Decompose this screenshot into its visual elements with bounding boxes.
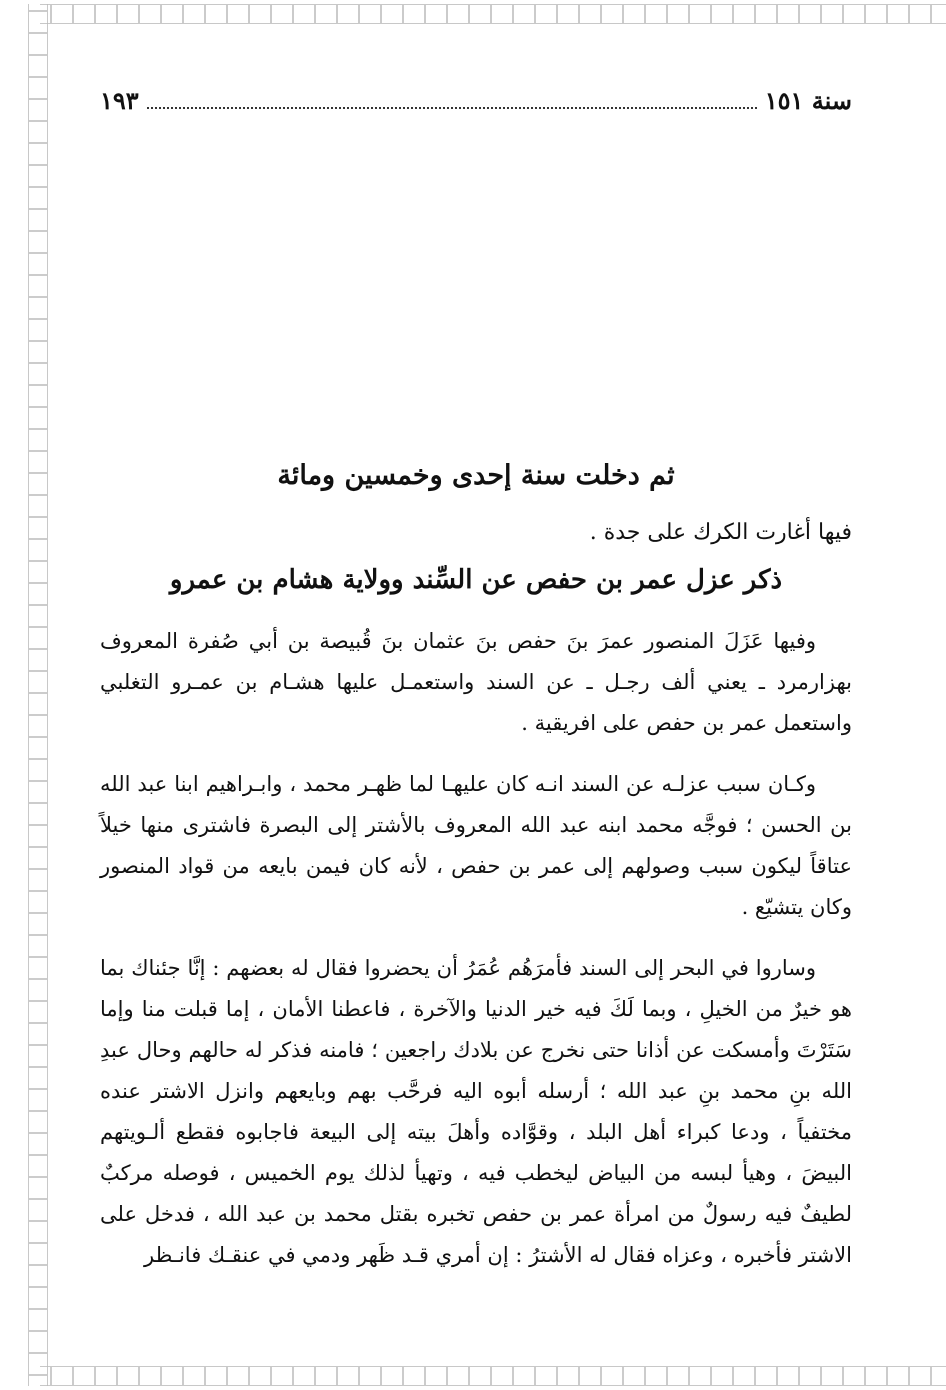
running-header xyxy=(100,86,852,120)
paragraph-2: وكـان سبب عزلـه عن السند انـه كان عليهـا لما ظهـر محمد ، وابـراهيم ابنا عبد الله بن الحسن ؛ فوجَّه محمد ابنه عبد الله المعروف بالأشتر إلى البصرة فاشترى منها خيلاً عتاقاً ليكون سبب وصولهم إلى عمر بن حفص ، لأنه كان فيمن بايعه من قواد المنصور وكان يتشيّع . xyxy=(100,772,852,919)
section-title: ذكر عزل عمر بن حفص عن السِّند وولاية هشام بن عمرو xyxy=(169,565,783,595)
decorative-border-bottom xyxy=(40,1366,946,1386)
header-page-number: ١٩٣ xyxy=(100,86,139,115)
header-year-label: سنة ١٥١ xyxy=(764,86,852,115)
year-event-line: فيها أغارت الكرك على جدة . xyxy=(589,520,852,545)
page-body xyxy=(100,455,852,1296)
year-title: ثم دخلت سنة إحدى وخمسين ومائة xyxy=(277,460,675,491)
decorative-border-left xyxy=(28,4,48,1386)
header-dot-leader xyxy=(147,93,757,109)
paragraph-3: وساروا في البحر إلى السند فأمرَهُم عُمَرُ أن يحضروا فقال له بعضهم : إنَّا جئناك بما هو خيرٌ من الخيلِ ، وبما لَكَ فيه خير الدنيا والآخرة ، فاعطنا الأمان ، إما قبلت منا وإما سَتَرْتَ وأمسكت عن أذانا حتى نخرج عن بلادك راجعين ؛ فامنه فذكر له حالهم وحال عبدِ الله بنِ محمد بنِ عبد الله ؛ أرسله أبوه اليه فرحَّب بهم وبايعهم وانزل الاشتر عنده مختفياً ، ودعا كبراء أهل البلد ، وقوَّاده وأهلَ بيته إلى البيعة فاجابوه فقطع ألـويتهم البيضَ ، وهيأ لبسه من البياض ليخطب فيه ، وتهيأ لذلك يوم الخميس ، فوصله مركبٌ لطيفٌ فيه رسولٌ من امرأة عمر بن حفص تخبره بقتل محمد بن عبد الله ، فدخل على الاشتر فأخبره ، وعزاه فقال له الأشترُ : إن أمري قـد ظَهر ودمي في عنقـك فانـظر xyxy=(100,956,852,1267)
paragraph-1: وفيها عَزَلَ المنصور عمرَ بنَ حفص بنَ عثمان بنَ قُبيصة بن أبي صُفرة المعروف بهزارمرد ـ يعني ألف رجـل ـ عن السند واستعمـل عليها هشـام بن عمـرو التغلبي واستعمل عمر بن حفص على افريقية . xyxy=(100,629,852,735)
decorative-border-top xyxy=(40,4,946,24)
